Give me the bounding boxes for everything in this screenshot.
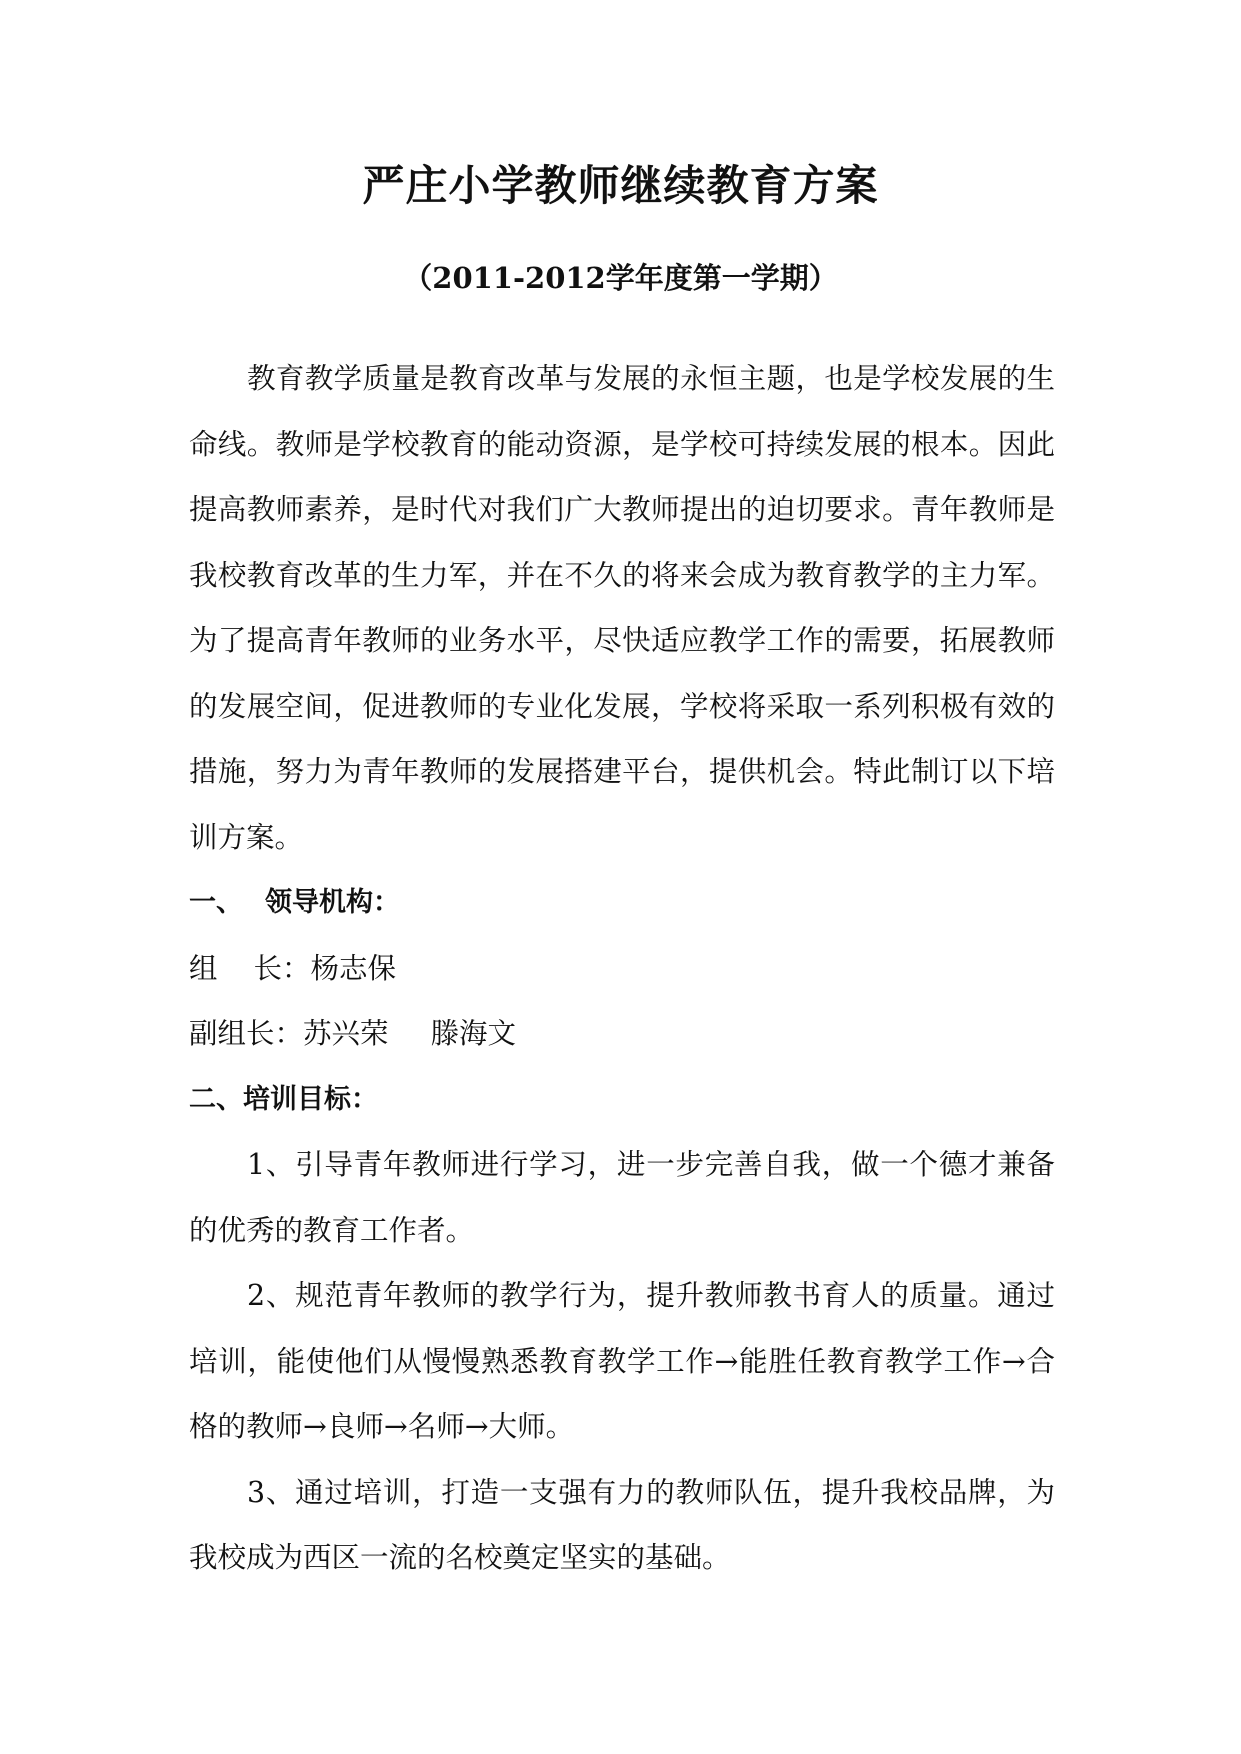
section-heading-leadership [189, 870, 1055, 936]
document-title: 严庄小学教师继续教育方案 [362, 161, 879, 210]
section-number: 一、 [189, 887, 243, 918]
leader-label-part1: 组 [189, 951, 218, 985]
document-body [189, 346, 1055, 1591]
intro-paragraph: 教育教学质量是教育改革与发展的永恒主题，也是学校发展的生命线。教师是学校教育的能动资源，是学校可持续发展的根本。因此提高教师素养，是时代对我们广大教师提出的迫切要求。青年教师是我校教育改革的生力军，并在不久的将来会成为教育教学的主力军。为了提高青年教师的业务水平，尽快适应教学工作的需要，拓展教师的发展空间，促进教师的专业化发展，学校将采取一系列积极有效的措施，努力为青年教师的发展搭建平台，提供机会。特此制订以下培训方案。 [189, 362, 1055, 854]
deputy-label: 副组长： [189, 1017, 304, 1050]
deputy-leader-line [189, 1001, 1055, 1067]
deputy-name: 滕海文 [430, 1017, 517, 1050]
goal-item: 1、引导青年教师进行学习，进一步完善自我，做一个德才兼备的优秀的教育工作者。 [189, 1148, 1055, 1247]
document-subtitle: （2011-2012学年度第一学期） [403, 261, 838, 295]
leader-name: 杨志保 [310, 951, 397, 985]
section-title: 领导机构： [265, 887, 400, 918]
leader-line [189, 936, 1055, 1002]
section-heading-goals: 二、培训目标： [189, 1083, 378, 1115]
deputy-name: 苏兴荣 [303, 1017, 389, 1050]
goal-item: 2、规范青年教师的教学行为，提升教师教书育人的质量。通过培训，能使他们从慢慢熟悉教育教学工作→能胜任教育教学工作→合格的教师→良师→名师→大师。 [189, 1279, 1055, 1443]
leader-label-part2: 长： [253, 951, 311, 985]
goal-item: 3、通过培训，打造一支强有力的教师队伍，提升我校品牌，为我校成为西区一流的名校奠定坚实的基础。 [189, 1475, 1055, 1574]
